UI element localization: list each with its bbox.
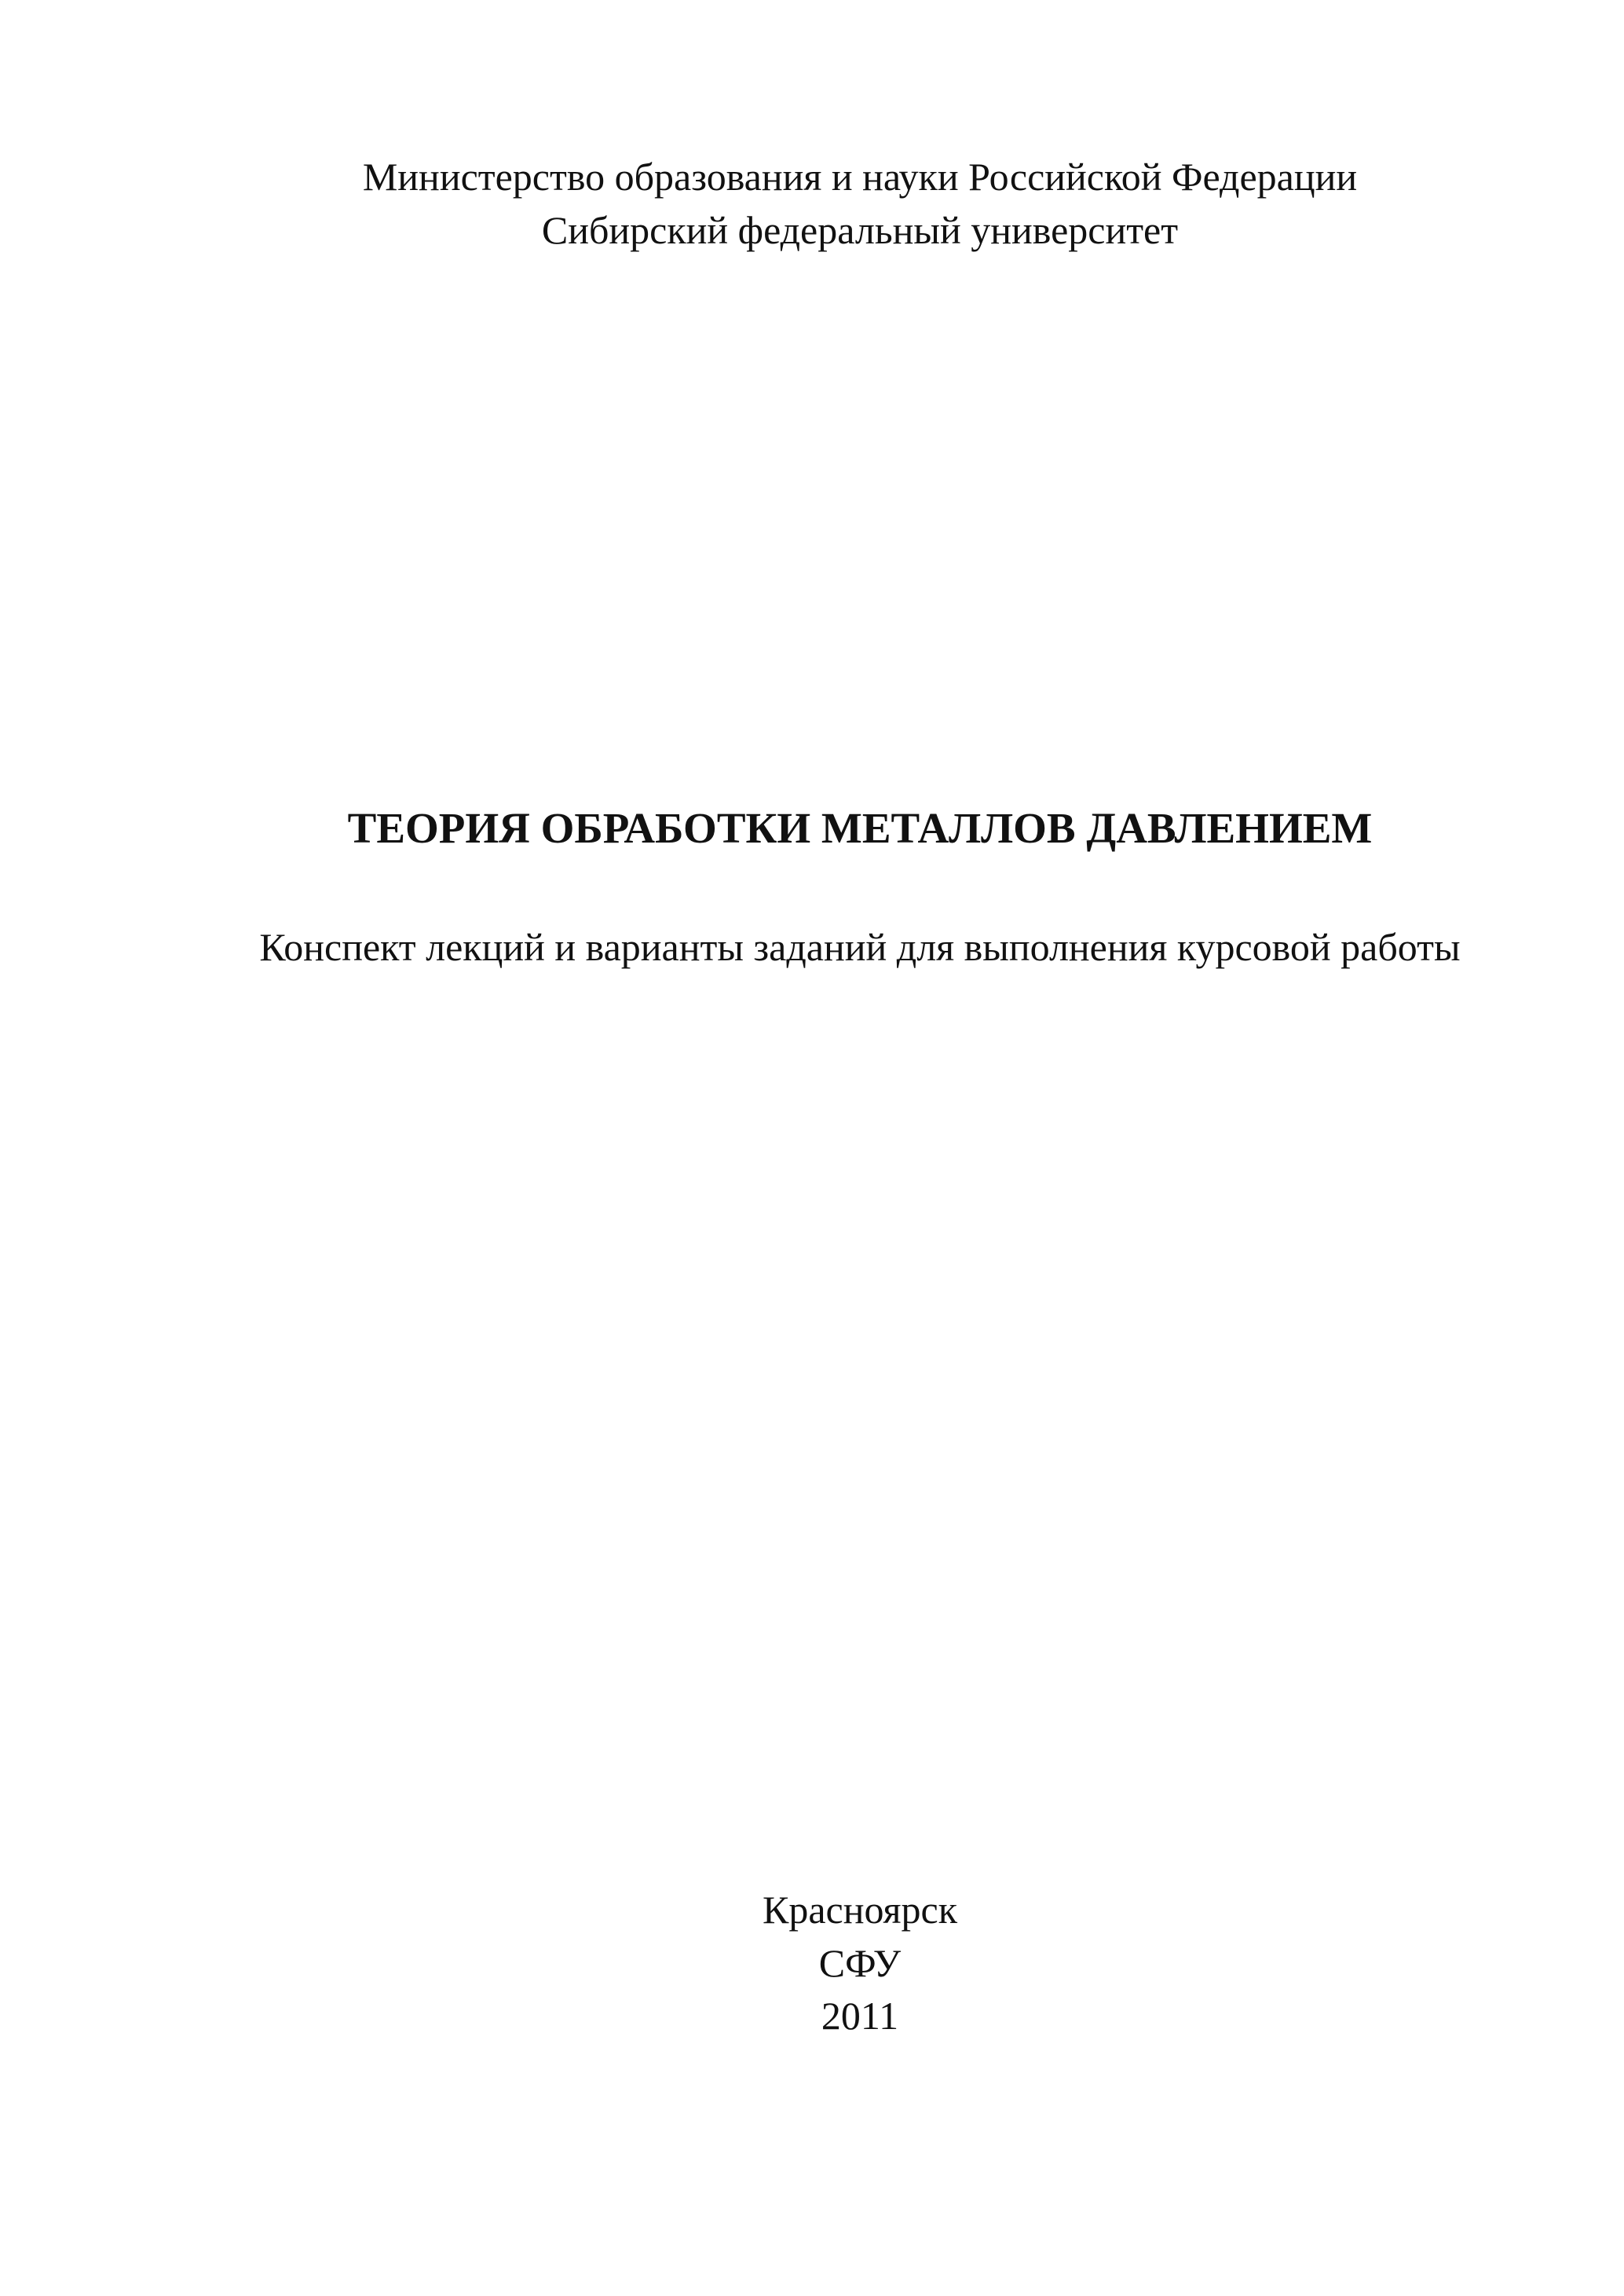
publisher-line: СФУ xyxy=(818,1941,902,1985)
university-line: Сибирский федеральный университет xyxy=(541,208,1179,252)
document-subtitle: Конспект лекций и варианты заданий для выполнения курсовой работы xyxy=(259,925,1461,969)
year-line: 2011 xyxy=(821,1994,899,2038)
city-line: Красноярск xyxy=(762,1888,958,1932)
ministry-line: Министерство образования и науки Российской Федерации xyxy=(362,155,1358,199)
document-title: ТЕОРИЯ ОБРАБОТКИ МЕТАЛЛОВ ДАВЛЕНИЕМ xyxy=(347,804,1373,852)
